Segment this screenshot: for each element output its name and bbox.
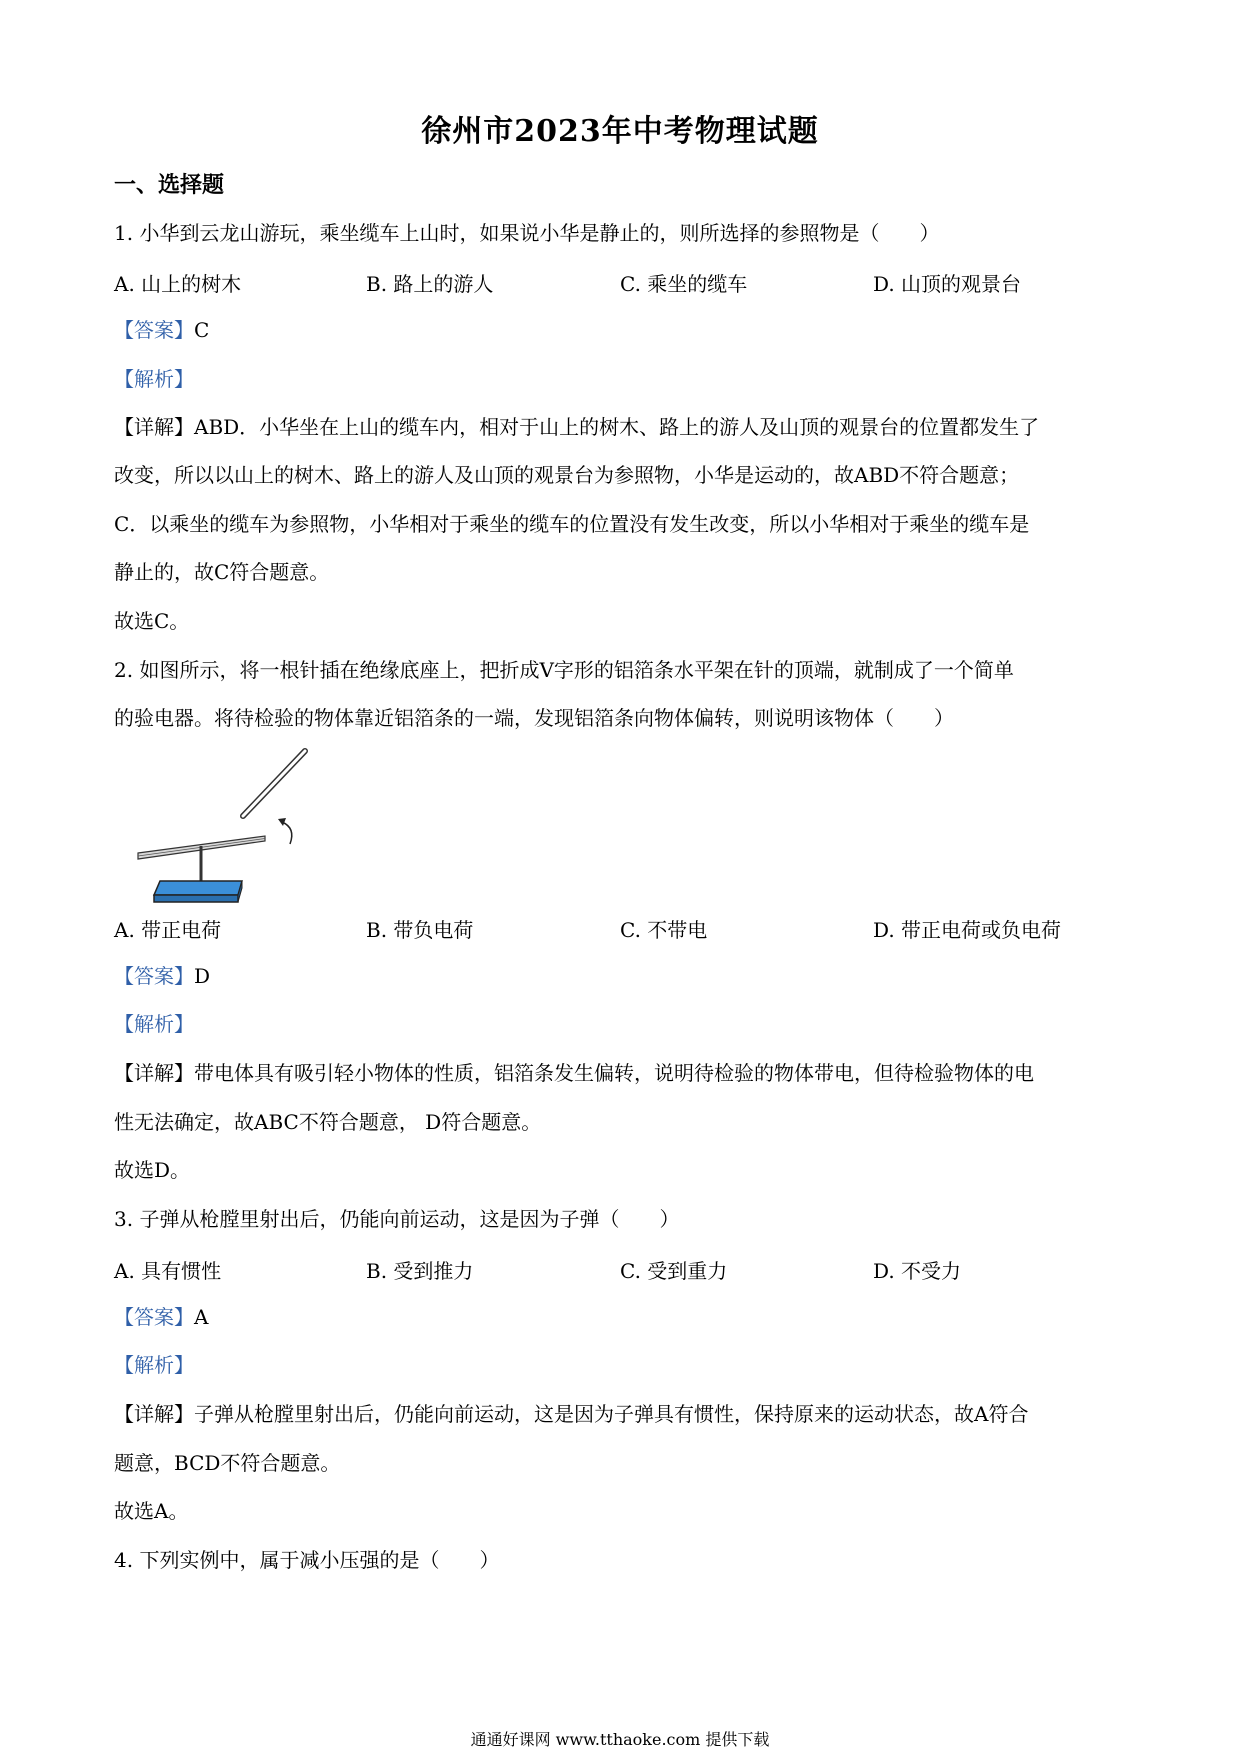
question-3-stem: 3. 子弹从枪膛里射出后，仍能向前运动，这是因为子弹（ ） xyxy=(114,1207,680,1231)
question-2-options xyxy=(114,914,1124,940)
answer-value: A xyxy=(194,1305,209,1329)
page-footer: 通通好课网 www.tthaoke.com 提供下载 xyxy=(470,1730,770,1749)
q2-answer xyxy=(114,963,210,989)
q3-analysis-label: 【解析】 xyxy=(114,1353,194,1377)
q3-detail-line-1: 【详解】子弹从枪膛里射出后，仍能向前运动，这是因为子弹具有惯性，保持原来的运动状态，故A符合 xyxy=(114,1402,1029,1426)
q2-option-a: A. 带正电荷 xyxy=(114,918,222,942)
q3-option-b: B. 受到推力 xyxy=(366,1259,474,1283)
deflection-arrow xyxy=(282,822,292,844)
q2-option-b: B. 带负电荷 xyxy=(366,918,474,942)
answer-label: 【答案】 xyxy=(114,964,194,988)
q1-conclusion: 故选C。 xyxy=(114,609,190,633)
answer-label: 【答案】 xyxy=(114,318,194,342)
q2-analysis-label: 【解析】 xyxy=(114,1012,194,1036)
question-3-options xyxy=(114,1255,1124,1281)
q2-detail-line-2: 性无法确定，故ABC不符合题意， D符合题意。 xyxy=(114,1110,542,1134)
q1-option-d: D. 山顶的观景台 xyxy=(873,272,1022,296)
q2-option-d: D. 带正电荷或负电荷 xyxy=(873,918,1062,942)
q3-option-c: C. 受到重力 xyxy=(620,1259,728,1283)
q3-detail-line-2: 题意，BCD不符合题意。 xyxy=(114,1451,341,1475)
answer-value: C xyxy=(194,318,210,342)
q1-answer xyxy=(114,317,209,343)
q3-option-d: D. 不受力 xyxy=(873,1259,962,1283)
q3-option-a: A. 具有惯性 xyxy=(114,1259,222,1283)
electroscope-figure xyxy=(130,748,310,904)
section-heading: 一、选择题 xyxy=(114,172,225,198)
q1-analysis-label: 【解析】 xyxy=(114,367,194,391)
question-2-stem-line-1: 2. 如图所示，将一根针插在绝缘底座上，把折成V字形的铝箔条水平架在针的顶端，就制成了一个简单 xyxy=(114,658,1014,682)
q3-conclusion: 故选A。 xyxy=(114,1499,189,1523)
q1-detail-line-1: 【详解】ABD．小华坐在上山的缆车内，相对于山上的树木、路上的游人及山顶的观景台的位置都发生了 xyxy=(114,415,1040,439)
question-1-options xyxy=(114,268,1124,294)
q2-detail-line-1: 【详解】带电体具有吸引轻小物体的性质，铝箔条发生偏转，说明待检验的物体带电，但待检验物体的电 xyxy=(114,1061,1034,1085)
q2-option-c: C. 不带电 xyxy=(620,918,708,942)
question-2-stem-line-2: 的验电器。将待检验的物体靠近铝箔条的一端，发现铝箔条向物体偏转，则说明该物体（ ） xyxy=(114,706,954,730)
answer-label: 【答案】 xyxy=(114,1305,194,1329)
q1-detail-line-2: 改变，所以以山上的树木、路上的游人及山顶的观景台为参照物，小华是运动的，故ABD不符合题意； xyxy=(114,463,1020,487)
answer-value: D xyxy=(194,964,211,988)
q1-detail-line-3: C．以乘坐的缆车为参照物，小华相对于乘坐的缆车的位置没有发生改变，所以小华相对于乘坐的缆车是 xyxy=(114,512,1030,536)
q3-answer xyxy=(114,1304,208,1330)
q1-option-a: A. 山上的树木 xyxy=(114,272,242,296)
insulating-base xyxy=(154,881,242,895)
question-1-stem: 1. 小华到云龙山游玩，乘坐缆车上山时，如果说小华是静止的，则所选择的参照物是（ ） xyxy=(114,221,940,245)
question-4-stem: 4. 下列实例中，属于减小压强的是（ ） xyxy=(114,1548,500,1572)
q2-conclusion: 故选D。 xyxy=(114,1158,191,1182)
q1-detail-line-4: 静止的，故C符合题意。 xyxy=(114,560,330,584)
q1-option-c: C. 乘坐的缆车 xyxy=(620,272,748,296)
page-title: 徐州市2023年中考物理试题 xyxy=(421,114,819,149)
q1-option-b: B. 路上的游人 xyxy=(366,272,494,296)
